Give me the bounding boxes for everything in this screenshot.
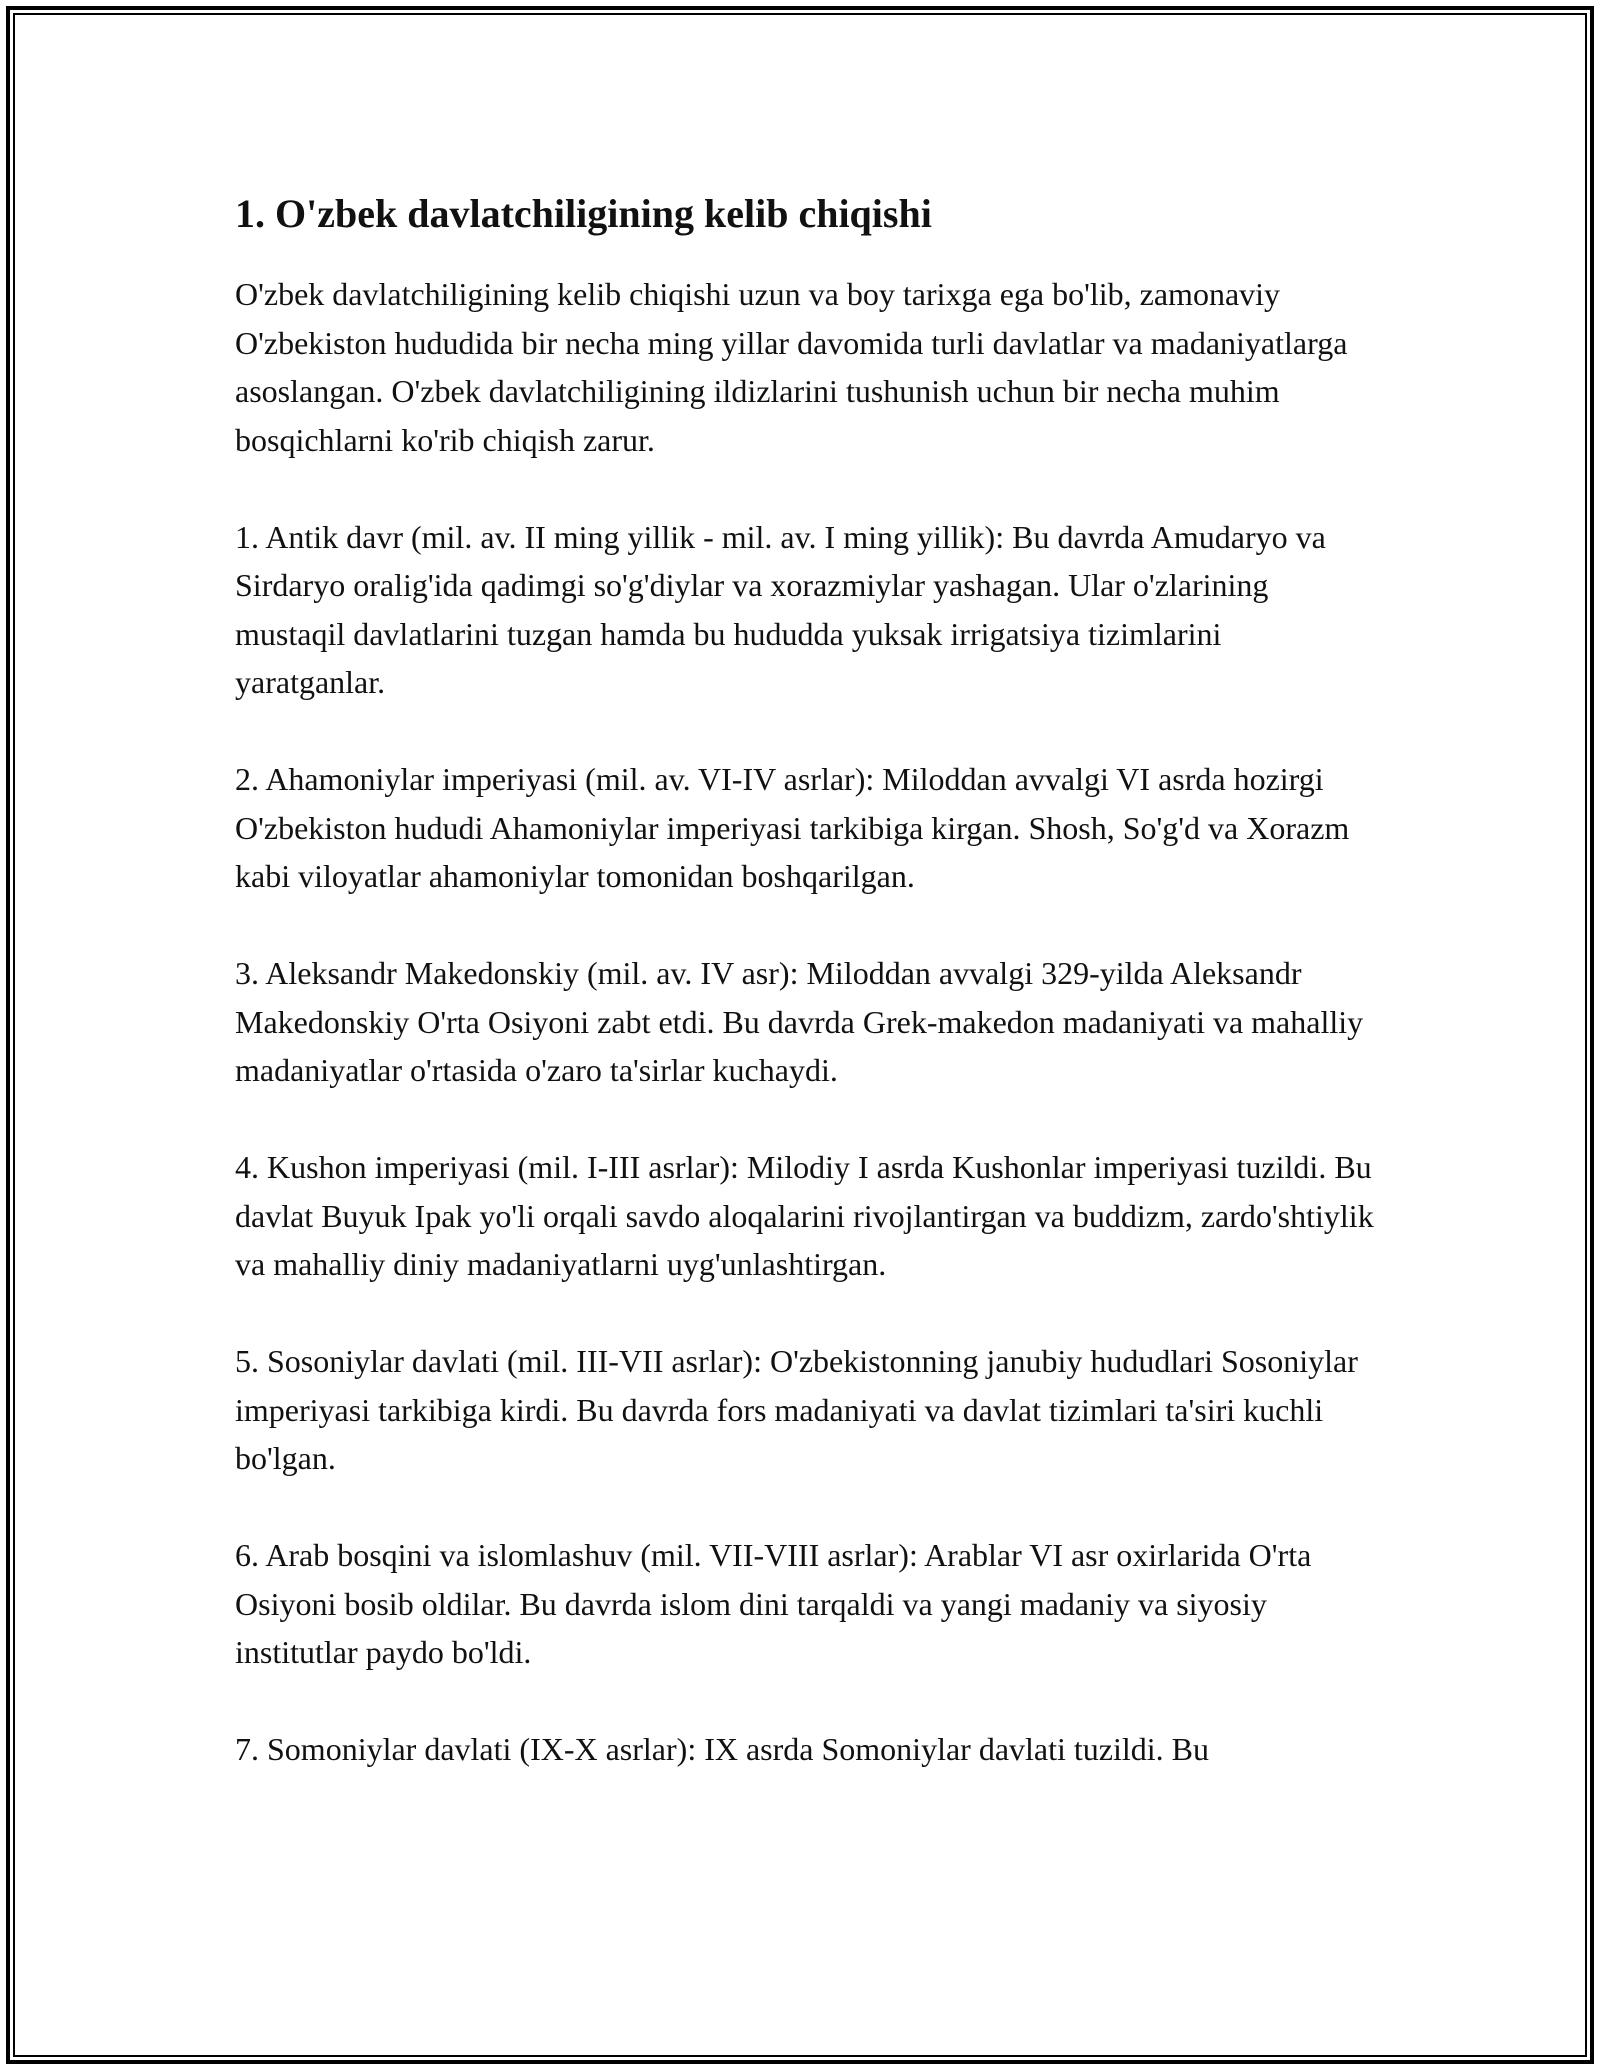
paragraph-makedonskiy: 3. Aleksandr Makedonskiy (mil. av. IV asr): Miloddan avvalgi 329-yilda Aleksandr Makedonskiy O'rta Osiyoni zabt etdi. Bu davrda Grek-makedon madaniyati va mahalliy madaniyatlar o'rtasida o'zaro ta'sirlar kuchaydi. xyxy=(235,955,1364,1088)
paragraph-arab-bosqini: 6. Arab bosqini va islomlashuv (mil. VII-VIII asrlar): Arablar VI asr oxirlarida O'rta Osiyoni bosib oldilar. Bu davrda islom dini tarqaldi va yangi madaniy va siyosiy institutlar paydo bo'ldi. xyxy=(235,1537,1312,1670)
intro-paragraph: O'zbek davlatchiligining kelib chiqishi uzun va boy tarixga ega bo'lib, zamonaviy O'zbekiston hududida bir necha ming yillar davomida turli davlatlar va madaniyatlarga asoslangan. O'zbek davlatchiligining ildizlarini tushunish uchun bir necha muhim bosqichlarni ko'rib chiqish zarur. xyxy=(235,276,1348,458)
paragraph-antik-davr: 1. Antik davr (mil. av. II ming yillik - mil. av. I ming yillik): Bu davrda Amudaryo va Sirdaryo oralig'ida qadimgi so'g'diylar va xorazmiylar yashagan. Ular o'zlarining mustaqil davlatlarini tuzgan hamda bu hududda yuksak irrigatsiya tizimlarini yaratganlar. xyxy=(235,518,1326,700)
paragraph-kushon: 4. Kushon imperiyasi (mil. I-III asrlar): Milodiy I asrda Kushonlar imperiyasi tuzildi. Bu davlat Buyuk Ipak yo'li orqali savdo aloqalarini rivojlantirgan va buddizm, zardo'shtiylik va mahalliy diniy madaniyatlarni uyg'unlashtirgan. xyxy=(235,1149,1374,1282)
section-heading: 1. O'zbek davlatchiligining kelib chiqishi xyxy=(235,191,932,236)
document-page xyxy=(235,188,1375,1774)
paragraph-somoniylar: 7. Somoniylar davlati (IX-X asrlar): IX asrda Somoniylar davlati tuzildi. Bu xyxy=(235,1731,1209,1767)
paragraph-ahamoniylar: 2. Ahamoniylar imperiyasi (mil. av. VI-IV asrlar): Miloddan avvalgi VI asrda hozirgi O'zbekiston hududi Ahamoniylar imperiyasi tarkibiga kirgan. Shosh, So'g'd va Xorazm kabi viloyatlar ahamoniylar tomonidan boshqarilgan. xyxy=(235,761,1350,894)
paragraph-sosoniylar: 5. Sosoniylar davlati (mil. III-VII asrlar): O'zbekistonning janubiy hududlari Sosoniylar imperiyasi tarkibiga kirdi. Bu davrda fors madaniyati va davlat tizimlari ta'siri kuchli bo'lgan. xyxy=(235,1343,1358,1476)
